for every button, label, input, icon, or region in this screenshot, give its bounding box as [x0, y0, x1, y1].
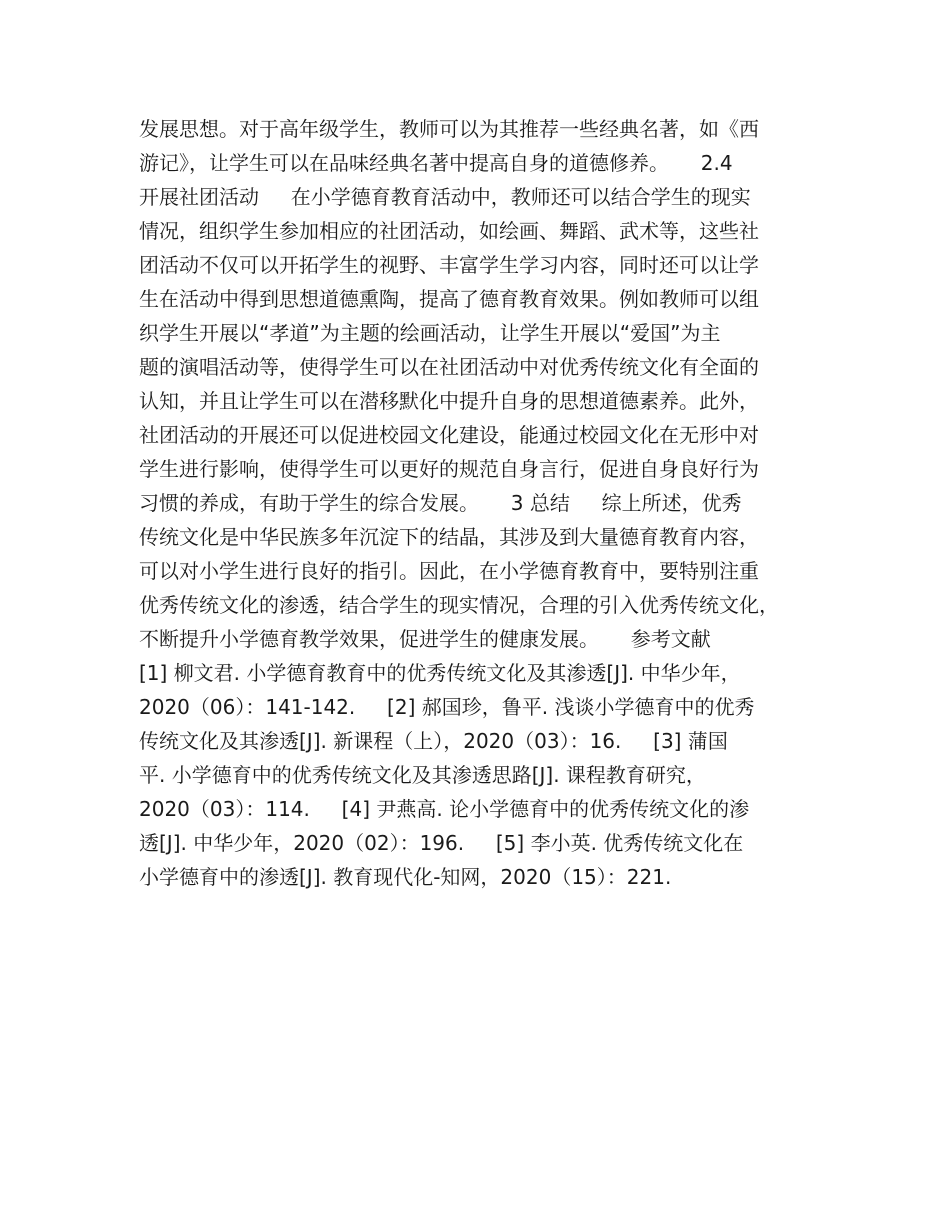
reference-line: 传统文化及其渗透[J]. 新课程（上），2020（03）：16. [3] 蒲国 — [139, 729, 728, 753]
text-line: 游记》，让学生可以在品味经典名著中提高自身的道德修养。 2.4 — [139, 151, 733, 175]
reference-line: 平. 小学德育中的优秀传统文化及其渗透思路[J]. 课程教育研究， — [139, 763, 706, 787]
text-line: 认知，并且让学生可以在潜移默化中提升自身的思想道德素养。此外， — [139, 389, 759, 413]
text-line: 社团活动的开展还可以促进校园文化建设，能通过校园文化在无形中对 — [139, 423, 759, 447]
text-line: 题的演唱活动等，使得学生可以在社团活动中对优秀传统文化有全面的 — [139, 355, 759, 379]
text-line: 传统文化是中华民族多年沉淀下的结晶，其涉及到大量德育教育内容， — [139, 525, 759, 549]
text-line: 团活动不仅可以开拓学生的视野、丰富学生学习内容，同时还可以让学 — [139, 253, 759, 277]
text-line: 发展思想。对于高年级学生，教师可以为其推荐一些经典名著，如《西 — [139, 117, 759, 141]
text-line: 可以对小学生进行良好的指引。因此，在小学德育教育中，要特别注重 — [139, 559, 759, 583]
reference-line: 透[J]. 中华少年，2020（02）：196. [5] 李小英. 优秀传统文化在 — [139, 831, 744, 855]
reference-line: 小学德育中的渗透[J]. 教育现代化-知网，2020（15）：221. — [139, 865, 672, 889]
text-line: 情况，组织学生参加相应的社团活动，如绘画、舞蹈、武术等，这些社 — [139, 219, 759, 243]
body-text — [139, 112, 829, 894]
text-line: 习惯的养成，有助于学生的综合发展。 3 总结 综上所述，优秀 — [139, 491, 742, 515]
text-line: 学生进行影响，使得学生可以更好的规范自身言行，促进自身良好行为 — [139, 457, 759, 481]
reference-line: 2020（06）：141-142. [2] 郝国珍，鲁平. 浅谈小学德育中的优秀 — [139, 695, 755, 719]
text-line: 不断提升小学德育教学效果，促进学生的健康发展。 参考文献 — [139, 627, 711, 651]
text-line: 优秀传统文化的渗透，结合学生的现实情况，合理的引入优秀传统文化， — [139, 593, 779, 617]
text-line: 织学生开展以“孝道”为主题的绘画活动，让学生开展以“爱国”为主 — [139, 321, 721, 345]
text-line: 生在活动中得到思想道德熏陶，提高了德育教育效果。例如教师可以组 — [139, 287, 759, 311]
reference-line: 2020（03）：114. [4] 尹燕高. 论小学德育中的优秀传统文化的渗 — [139, 797, 750, 821]
text-line: 开展社团活动 在小学德育教育活动中，教师还可以结合学生的现实 — [139, 185, 751, 209]
reference-line: [1] 柳文君. 小学德育教育中的优秀传统文化及其渗透[J]. 中华少年， — [139, 661, 741, 685]
